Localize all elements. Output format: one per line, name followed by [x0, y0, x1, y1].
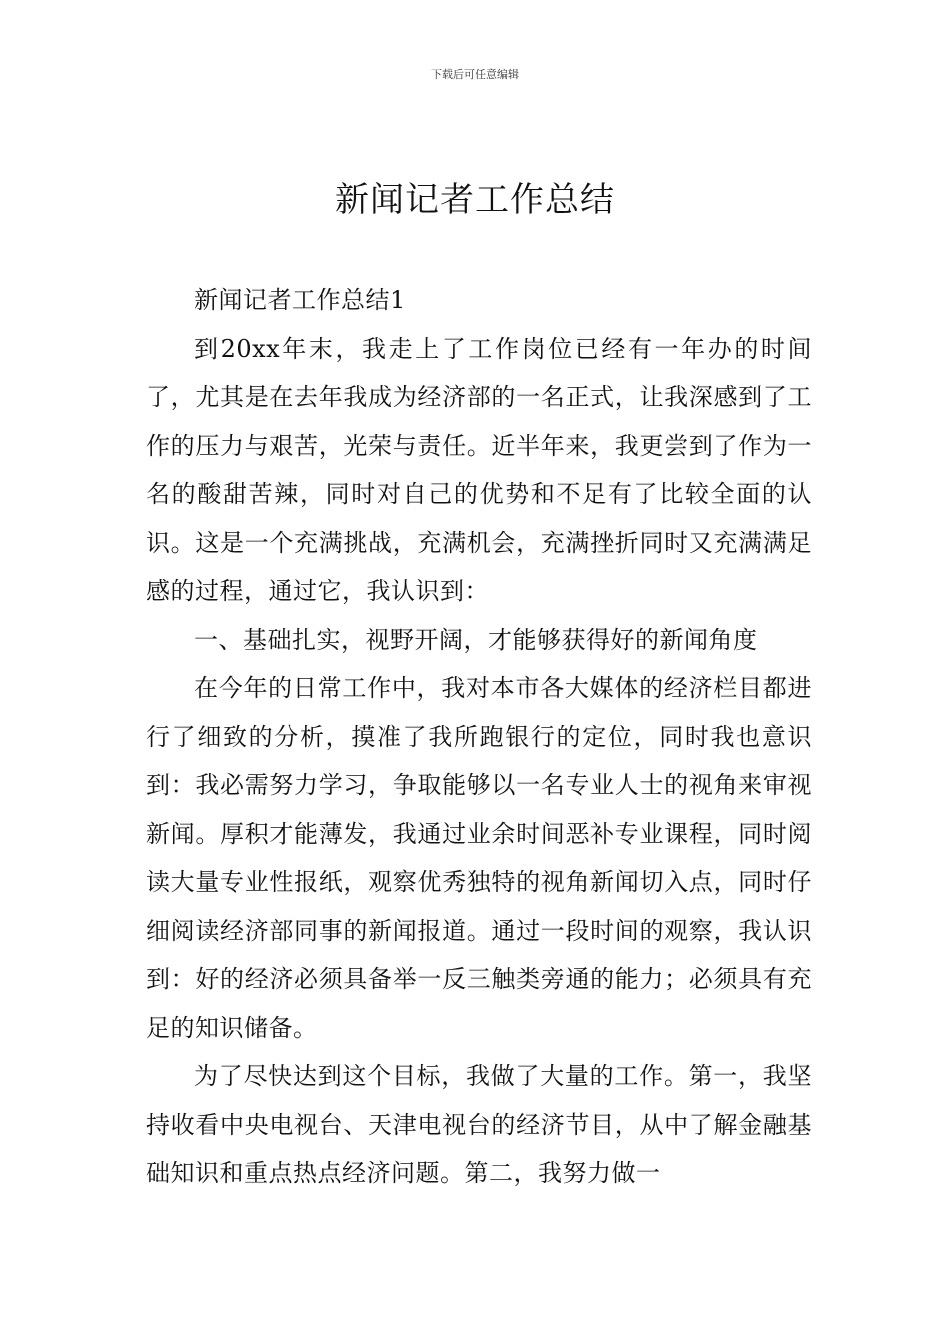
body-paragraph: 为了尽快达到这个目标，我做了大量的工作。第一，我坚持收看中央电视台、天津电视台的经济节目，从中了解金融基础知识和重点热点经济问题。第二，我努力做一 — [146, 1062, 812, 1187]
section-heading: 新闻记者工作总结1 — [194, 286, 406, 314]
body-paragraph: 在今年的日常工作中，我对本市各大媒体的经济栏目都进行了细致的分析，摸准了我所跑银行的定位，同时我也意识到：我必需努力学习，争取能够以一名专业人士的视角来审视新闻。厚积才能薄发，我通过业余时间恶补专业课程，同时阅读大量专业性报纸，观察优秀独特的视角新闻切入点，同时仔细阅读经济部同事的新闻报道。通过一段时间的观察，我认识到：好的经济必须具备举一反三触类旁通的能力；必须具有充足的知识储备。 — [146, 674, 812, 1042]
section-subheading: 一、基础扎实，视野开阔，才能够获得好的新闻角度 — [194, 625, 758, 654]
page-header-note: 下载后可任意编辑 — [431, 68, 519, 81]
document-body — [146, 276, 812, 1198]
document-title: 新闻记者工作总结 — [335, 180, 615, 220]
body-paragraph: 到20xx年末，我走上了工作岗位已经有一年办的时间了，尤其是在去年我成为经济部的一名正式，让我深感到了工作的压力与艰苦，光荣与责任。近半年来，我更尝到了作为一名的酸甜苦辣，同时对自己的优势和不足有了比较全面的认识。这是一个充满挑战，充满机会，充满挫折同时又充满满足感的过程，通过它，我认识到： — [146, 334, 812, 605]
